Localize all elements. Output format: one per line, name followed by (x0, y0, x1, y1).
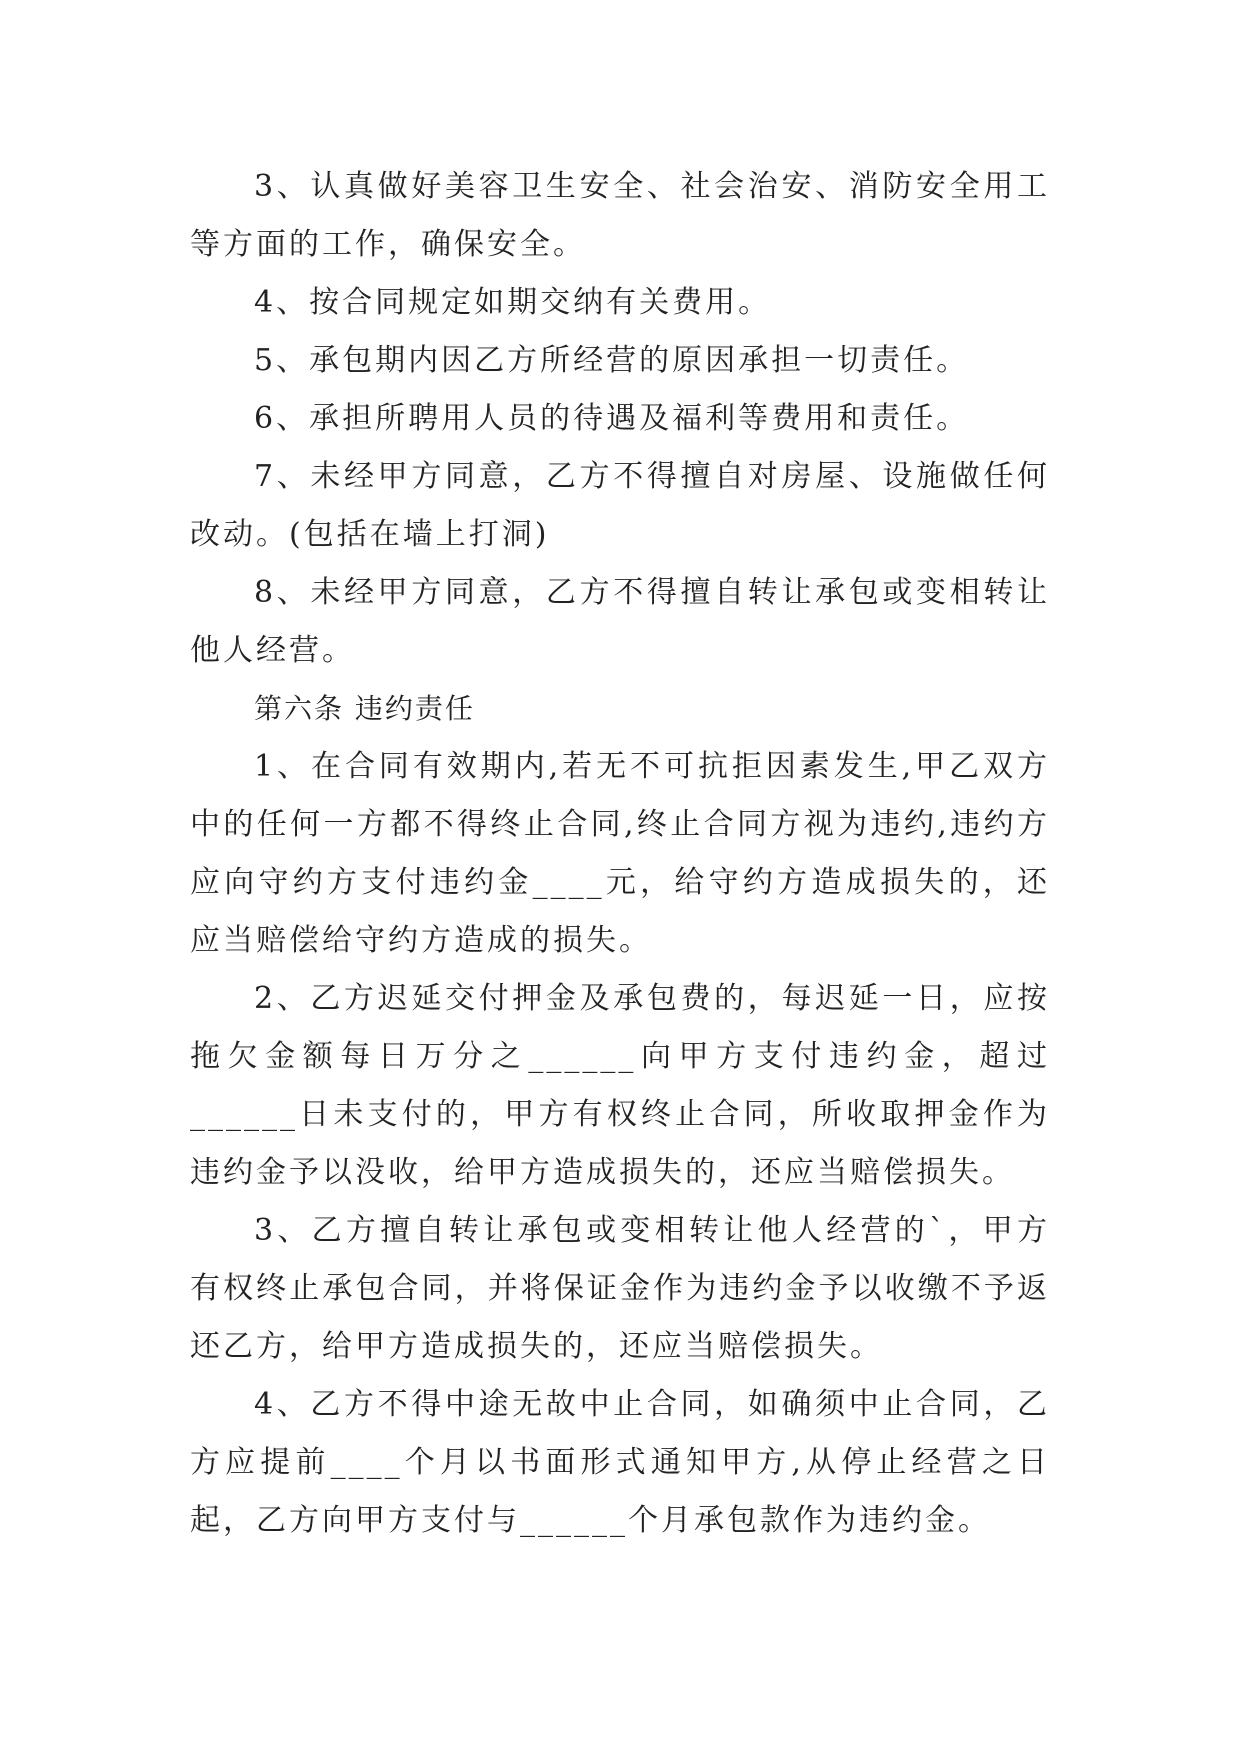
liability-clause-4: 4、乙方不得中途无故中止合同，如确须中止合同，乙方应提前____个月以书面形式通知甲方,从停止经营之日起，乙方向甲方支付与______个月承包款作为违约金。 (190, 1387, 1050, 1538)
clause-6: 6、承担所聘用人员的待遇及福利等费用和责任。 (254, 401, 970, 436)
clause-4: 4、按合同规定如期交纳有关费用。 (254, 285, 772, 320)
clause-5: 5、承包期内因乙方所经营的原因承担一切责任。 (254, 343, 970, 378)
liability-clause-1: 1、在合同有效期内,若无不可抗拒因素发生,甲乙双方中的任何一方都不得终止合同,终止合同方视为违约,违约方应向守约方支付违约金____元，给守约方造成损失的，还应当赔偿给守约方造成的损失。 (190, 749, 1050, 958)
liability-clause-2: 2、乙方迟延交付押金及承包费的，每迟延一日，应按拖欠金额每日万分之______向甲方支付违约金，超过______日未支付的，甲方有权终止合同，所收取押金作为违约金予以没收，给甲方造成损失的，还应当赔偿损失。 (190, 981, 1050, 1190)
document-page (190, 158, 1050, 1550)
clause-3: 3、认真做好美容卫生安全、社会治安、消防安全用工等方面的工作，确保安全。 (190, 169, 1050, 262)
clause-7: 7、未经甲方同意，乙方不得擅自对房屋、设施做任何改动。(包括在墙上打洞) (190, 459, 1050, 552)
section-heading: 第六条 违约责任 (254, 692, 475, 725)
clause-8: 8、未经甲方同意，乙方不得擅自转让承包或变相转让他人经营。 (190, 575, 1050, 668)
liability-clause-3: 3、乙方擅自转让承包或变相转让他人经营的`，甲方有权终止承包合同，并将保证金作为违约金予以收缴不予返还乙方，给甲方造成损失的，还应当赔偿损失。 (190, 1213, 1050, 1364)
